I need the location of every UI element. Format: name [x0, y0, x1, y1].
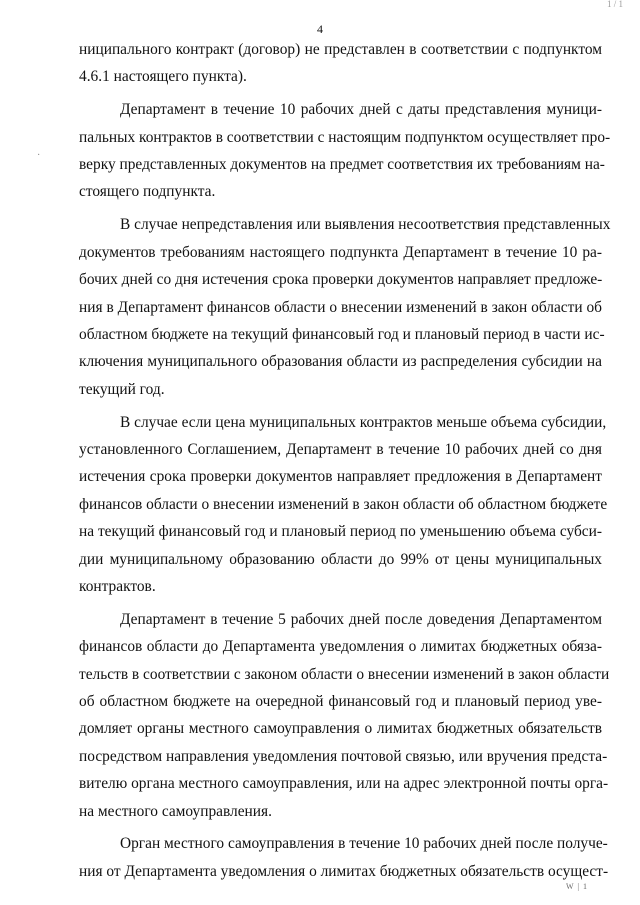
text-line: стоящего подпункта. — [79, 183, 216, 201]
text-line: домляет органы местного самоуправления о лимитах бюджетных обязательств — [79, 720, 602, 738]
text-line: ния от Департамента уведомления о лимитах бюджетных обязательств осущест- — [79, 862, 609, 880]
text-line: 4.6.1 настоящего пункта). — [79, 68, 247, 86]
text-line: установленного Соглашением, Департамент в течение 10 рабочих дней со дня — [79, 440, 602, 458]
text-line: бочих дней со дня истечения срока проверки документов направляет предложе- — [79, 271, 603, 289]
text-line: Департамент в течение 10 рабочих дней с даты представления муници- — [120, 101, 602, 119]
text-line: тельств в соответствии с законом области о внесении изменений в закон области — [79, 665, 610, 683]
text-line: ключения муниципального образования области из распределения субсидии на — [79, 353, 602, 371]
paragraph — [79, 409, 608, 601]
text-line: текущий год. — [79, 380, 165, 398]
text-line: посредством направления уведомления почтовой связью, или вручения предста- — [79, 747, 608, 765]
paragraph — [79, 830, 609, 885]
text-line: пальных контрактов в соответствии с настоящим подпунктом осуществляет про- — [79, 128, 611, 146]
text-line: областном бюджете на текущий финансовый год и плановый период в части ис- — [79, 325, 605, 343]
paragraph — [79, 211, 611, 403]
text-line: документов требованиям настоящего подпункта Департамент в течение 10 ра- — [79, 243, 602, 261]
text-line: Департамент в течение 5 рабочих дней после доведения Департаментом — [120, 610, 602, 628]
text-line: В случае если цена муниципальных контрактов меньше объема субсидии, — [120, 413, 607, 431]
text-line: ния в Департамент финансов области о внесении изменений в закон области об — [79, 298, 602, 316]
document-body — [79, 36, 611, 891]
text-line: В случае непредставления или выявления несоответствия представленных — [120, 216, 611, 234]
text-line: дии муниципальному образованию области до 99% от цены муниципальных — [79, 550, 602, 568]
text-line: финансов области о внесении изменений в закон области об областном бюджете — [79, 495, 608, 513]
margin-mark: · — [37, 150, 41, 161]
footer-mark: W | 1 — [566, 882, 589, 891]
text-line: верку представленных документов на предмет соответствия их требованиям на- — [79, 156, 605, 174]
text-line: Орган местного самоуправления в течение 10 рабочих дней после получе- — [120, 835, 608, 853]
text-line: вителю органа местного самоуправления, или на адрес электронной почты орга- — [79, 775, 609, 793]
page-number: 4 — [317, 22, 323, 36]
text-line: на текущий финансовый год и плановый период по уменьшению объема субси- — [79, 523, 602, 541]
text-line: контрактов. — [79, 577, 156, 595]
text-line: финансов области до Департамента уведомления о лимитах бюджетных обяза- — [79, 638, 602, 656]
text-line: истечения срока проверки документов направляет предложения в Департамент — [79, 468, 602, 486]
corner-mark: 1 / 1 — [607, 0, 624, 9]
paragraph — [79, 96, 611, 206]
paragraph — [79, 606, 610, 825]
text-line: ниципального контракт (договор) не представлен в соответствии с подпунктом — [79, 41, 602, 58]
text-line: об областном бюджете на очередной финансовый год и плановый период уве- — [79, 692, 602, 710]
text-line: на местного самоуправления. — [79, 802, 272, 820]
paragraph — [79, 36, 602, 91]
